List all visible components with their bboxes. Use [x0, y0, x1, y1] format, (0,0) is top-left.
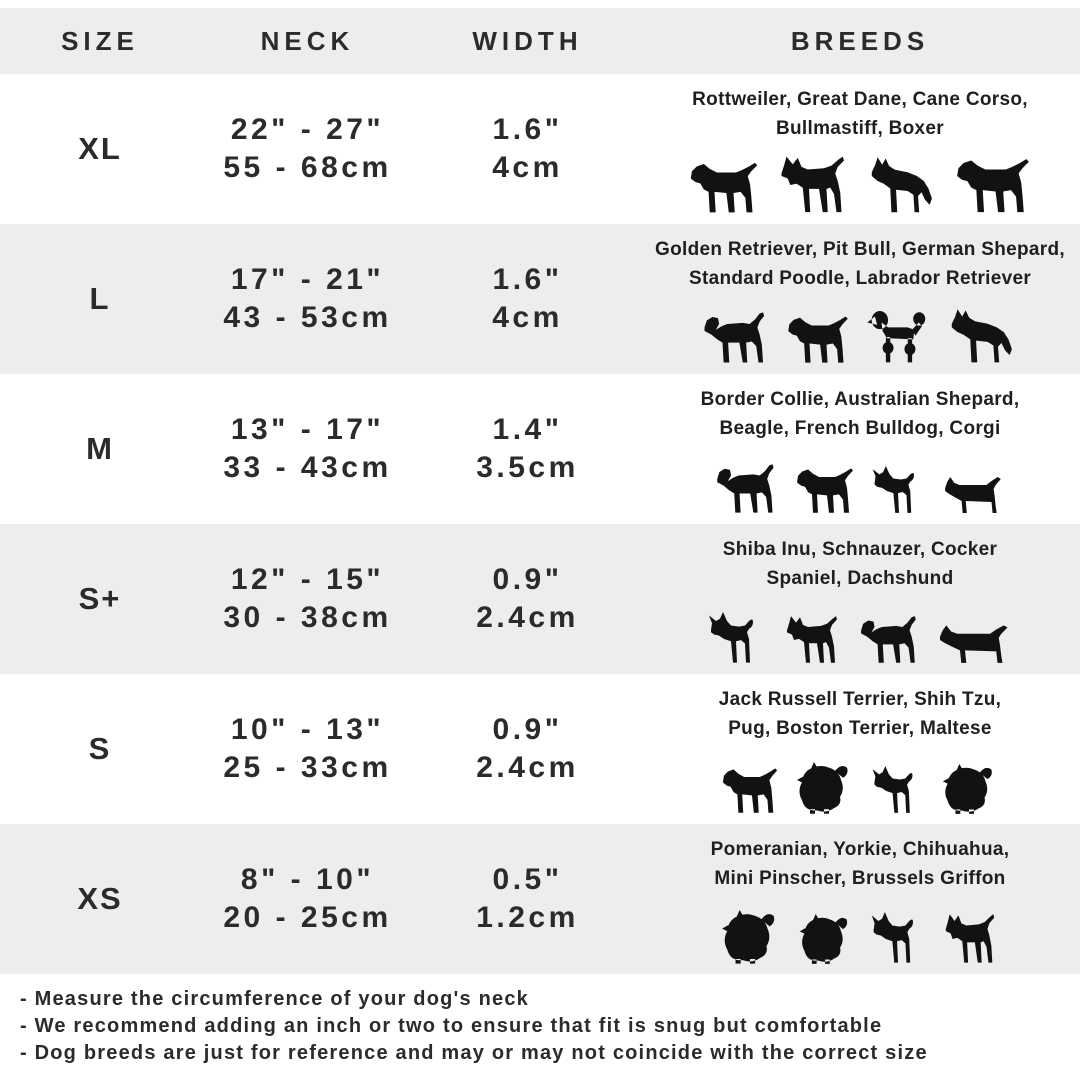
- standard-poodle-icon: [864, 308, 934, 366]
- breeds-line-1: Rottweiler, Great Dane, Cane Corso,: [692, 89, 1028, 110]
- table-row-s-plus: [0, 524, 1080, 674]
- german-shepard-icon: [946, 308, 1020, 366]
- breeds-cell: [640, 224, 1080, 374]
- breeds-line-2: Bullmastiff, Boxer: [775, 118, 944, 139]
- breeds-cell: [640, 74, 1080, 224]
- neck-cm: 33 - 43cm: [223, 451, 392, 484]
- golden-retriever-icon: [700, 310, 772, 366]
- width-cm: 1.2cm: [476, 901, 579, 934]
- corgi-icon: [941, 468, 1007, 516]
- width-cm: 2.4cm: [476, 601, 579, 634]
- table-row-m: [0, 374, 1080, 524]
- breeds-line-1: Pomeranian, Yorkie, Chihuahua,: [710, 839, 1010, 860]
- breeds-list: [723, 535, 997, 593]
- shiba-inu-icon: [705, 612, 769, 666]
- yorkie-icon: [796, 914, 856, 966]
- header-width: WIDTH: [472, 25, 583, 56]
- breeds-line-1: Golden Retriever, Pit Bull, German Shepard,: [655, 239, 1065, 260]
- breed-icons: [640, 462, 1080, 516]
- breeds-line-1: Border Collie, Australian Shepard,: [700, 389, 1020, 410]
- mini-pinscher-icon: [940, 912, 1002, 966]
- neck-inches: 8" - 10": [240, 863, 375, 896]
- width-cell: [415, 74, 640, 224]
- width-cell: [415, 824, 640, 974]
- breeds-list: [711, 835, 1010, 893]
- width-inches: 0.9": [492, 563, 563, 596]
- breeds-line-1: Jack Russell Terrier, Shih Tzu,: [718, 689, 1002, 710]
- breeds-cell: [640, 674, 1080, 824]
- table-row-l: [0, 224, 1080, 374]
- neck-cell: [200, 524, 415, 674]
- bullmastiff-icon: [952, 154, 1034, 216]
- width-cell: [415, 224, 640, 374]
- neck-cell: [200, 74, 415, 224]
- table-row-s: [0, 674, 1080, 824]
- cane-corso-icon: [866, 156, 940, 216]
- size-label: XS: [77, 881, 123, 916]
- footnotes: [0, 974, 1080, 1067]
- size-label: L: [89, 281, 111, 316]
- breed-icons: [640, 762, 1080, 816]
- width-cm: 4cm: [492, 301, 563, 334]
- neck-cm: 30 - 38cm: [223, 601, 392, 634]
- header-neck: NECK: [260, 25, 355, 56]
- neck-inches: 10" - 13": [230, 713, 385, 746]
- size-label: S: [88, 731, 112, 766]
- breed-icons: [640, 154, 1080, 216]
- breeds-line-2: Pug, Boston Terrier, Maltese: [728, 718, 992, 739]
- breeds-line-2: Mini Pinscher, Brussels Griffon: [714, 868, 1006, 889]
- table-header: [0, 8, 1080, 74]
- width-cm: 3.5cm: [476, 451, 579, 484]
- note-line: - We recommend adding an inch or two to ensure that fit is snug but comfortable: [20, 1015, 883, 1037]
- neck-cm: 55 - 68cm: [223, 151, 392, 184]
- chihuahua-icon: [868, 912, 928, 966]
- table-body: [0, 74, 1080, 974]
- breeds-list: [655, 235, 1065, 293]
- header-size: SIZE: [61, 25, 139, 56]
- breeds-line-2: Standard Poodle, Labrador Retriever: [688, 268, 1032, 289]
- width-cell: [415, 674, 640, 824]
- neck-inches: 22" - 27": [230, 113, 385, 146]
- neck-inches: 17" - 21": [230, 263, 385, 296]
- breeds-line-2: Spaniel, Dachshund: [766, 568, 954, 589]
- width-cm: 4cm: [492, 151, 563, 184]
- breeds-cell: [640, 524, 1080, 674]
- neck-cm: 20 - 25cm: [223, 901, 392, 934]
- neck-cell: [200, 674, 415, 824]
- pomeranian-icon: [718, 910, 784, 966]
- pit-bull-icon: [784, 312, 852, 366]
- header-breeds: BREEDS: [790, 25, 930, 56]
- note-line: - Dog breeds are just for reference and may or may not coincide with the correct size: [20, 1042, 928, 1064]
- dachshund-icon: [935, 616, 1015, 666]
- breeds-line-1: Shiba Inu, Schnauzer, Cocker: [722, 539, 998, 560]
- width-inches: 0.9": [492, 713, 563, 746]
- breeds-list: [692, 85, 1028, 143]
- breeds-cell: [640, 374, 1080, 524]
- width-inches: 0.5": [492, 863, 563, 896]
- width-cm: 2.4cm: [476, 751, 579, 784]
- size-label: S+: [78, 581, 122, 616]
- table-row-xl: [0, 74, 1080, 224]
- width-inches: 1.6": [492, 263, 563, 296]
- maltese-icon: [939, 764, 1001, 816]
- shih-tzu-icon: [793, 762, 857, 816]
- neck-cell: [200, 374, 415, 524]
- border-collie-icon: [713, 462, 781, 516]
- note-line: - Measure the circumference of your dog's neck: [20, 988, 529, 1010]
- great-dane-icon: [774, 154, 854, 216]
- breed-icons: [640, 612, 1080, 666]
- beagle-icon: [793, 464, 857, 516]
- french-bulldog-icon: [869, 466, 929, 516]
- width-inches: 1.4": [492, 413, 563, 446]
- width-cell: [415, 524, 640, 674]
- neck-cell: [200, 824, 415, 974]
- breeds-list: [701, 385, 1020, 443]
- breed-icons: [640, 910, 1080, 966]
- width-inches: 1.6": [492, 113, 563, 146]
- table-row-xs: [0, 824, 1080, 974]
- size-label: XL: [78, 131, 122, 166]
- neck-cm: 25 - 33cm: [223, 751, 392, 784]
- schnauzer-icon: [781, 614, 845, 666]
- size-label: M: [86, 431, 114, 466]
- breeds-cell: [640, 824, 1080, 974]
- neck-cm: 43 - 53cm: [223, 301, 392, 334]
- neck-cell: [200, 224, 415, 374]
- neck-inches: 12" - 15": [230, 563, 385, 596]
- rottweiler-icon: [686, 158, 762, 216]
- breeds-line-2: Beagle, French Bulldog, Corgi: [719, 418, 1001, 439]
- neck-inches: 13" - 17": [230, 413, 385, 446]
- pug-icon: [869, 766, 927, 816]
- jack-russell-terrier-icon: [719, 764, 781, 816]
- breeds-list: [719, 685, 1001, 743]
- breed-icons: [640, 308, 1080, 366]
- cocker-spaniel-icon: [857, 614, 923, 666]
- width-cell: [415, 374, 640, 524]
